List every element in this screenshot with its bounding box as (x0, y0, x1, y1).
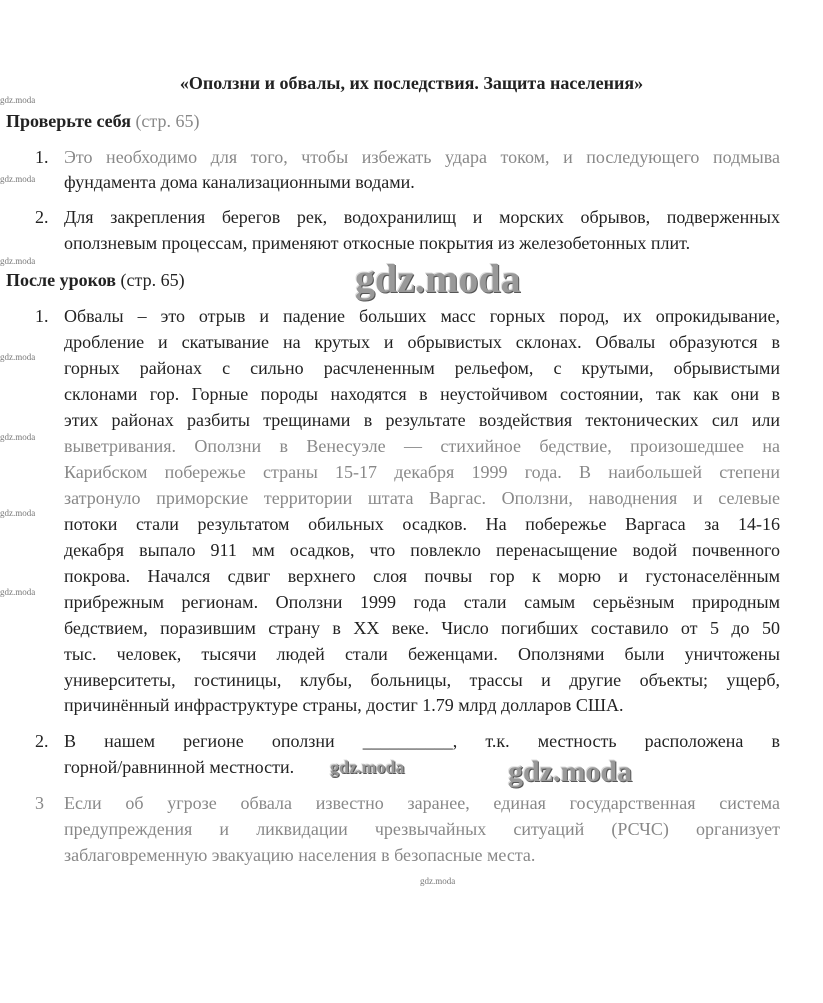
watermark: gdz.moda (0, 95, 36, 105)
item-number: 1. (35, 306, 49, 326)
text-line: Для закрепления берегов рек, водохранилищ и морских обрывов, подверженных (64, 207, 780, 227)
watermark: gdz.moda (0, 352, 36, 362)
text-line: фундамента дома канализационными водами. (64, 172, 415, 192)
text-line: университеты, гостиницы, клубы, больницы, трассы и другие объекты; ущерб, (64, 670, 780, 690)
text-line: В нашем регионе оползни __________, т.к. местность расположена в (64, 731, 780, 751)
text-line: потоки стали результатом обильных осадков. На побережье Варгаса за 14-16 (64, 514, 780, 534)
heading-text: После уроков (6, 270, 116, 290)
text-line: горных районах с сильно расчлененным рельефом, с крутыми, обрывистыми (64, 358, 780, 378)
heading-text: Проверьте себя (6, 111, 131, 131)
watermark-large: gdz.moda (508, 755, 633, 788)
watermark-medium: gdz.moda (330, 757, 405, 777)
watermark: gdz.moda (0, 508, 36, 518)
text-line: покрова. Начался сдвиг верхнего слоя почвы гор к морю и густонаселённым (64, 566, 780, 586)
page-ref: (стр. 65) (135, 111, 200, 131)
text-line: Это необходимо для того, чтобы избежать удара током, и последующего подмыва (64, 147, 780, 167)
text-line: затронуло приморские территории штата Варгас. Оползни, наводнения и селевые (64, 488, 780, 508)
item-number: 2. (35, 731, 49, 751)
text-line: оползневым процессам, применяют откосные покрытия из железобетонных плит. (64, 233, 691, 253)
page-ref: (стр. 65) (120, 270, 185, 290)
text-line: Карибском побережье страны 15-17 декабря 1999 года. В наибольшей степени (64, 462, 780, 482)
item-number: 1. (35, 147, 49, 167)
item-number: 3 (35, 793, 44, 813)
text-line: предупреждения и ликвидации чрезвычайных ситуаций (РСЧС) организует (64, 819, 780, 839)
watermark: gdz.moda (0, 587, 36, 597)
section-heading-after-lessons (6, 269, 185, 291)
section-heading-check-yourself (6, 110, 200, 132)
text-line: Если об угрозе обвала известно заранее, единая государственная система (64, 793, 780, 813)
page-title: «Оползни и обвалы, их последствия. Защита населения» (179, 73, 644, 93)
text-line: причинённый инфраструктуре страны, достиг 1.79 млрд долларов США. (64, 695, 624, 715)
watermark: gdz.moda (0, 432, 36, 442)
watermark: gdz.moda (420, 876, 456, 886)
text-line: Обвалы – это отрыв и падение больших масс горных пород, их опрокидывание, (64, 306, 780, 326)
text-line: склонами гор. Горные породы находятся в неустойчивом состоянии, так как они в (64, 384, 780, 404)
item-number: 2. (35, 207, 49, 227)
text-line: горной/равнинной местности. (64, 757, 295, 777)
text-line: тыс. человек, тысячи людей стали беженцами. Оползнями были уничтожены (64, 644, 780, 664)
watermark: gdz.moda (0, 256, 36, 266)
text-line: бедствием, поразившим страну в XX веке. Число погибших составило от 5 до 50 (64, 618, 780, 638)
text-line: прибрежным регионам. Оползни 1999 года стали самым серьёзным природным (64, 592, 780, 612)
text-line: заблаговременную эвакуацию населения в безопасные места. (64, 845, 536, 865)
watermark: gdz.moda (0, 174, 36, 184)
text-line: декабря выпало 911 мм осадков, что повлекло перенасыщение водой почвенного (64, 540, 780, 560)
text-line: выветривания. Оползни в Венесуэле — стихийное бедствие, произошедшее на (64, 436, 780, 456)
text-line: этих районах разбиты трещинами в результате воздействия тектонических сил или (64, 410, 780, 430)
watermark-large: gdz.moda (355, 256, 521, 301)
text-line: дробление и скатывание на крутых и обрывистых склонах. Обвалы образуются в (64, 332, 780, 352)
